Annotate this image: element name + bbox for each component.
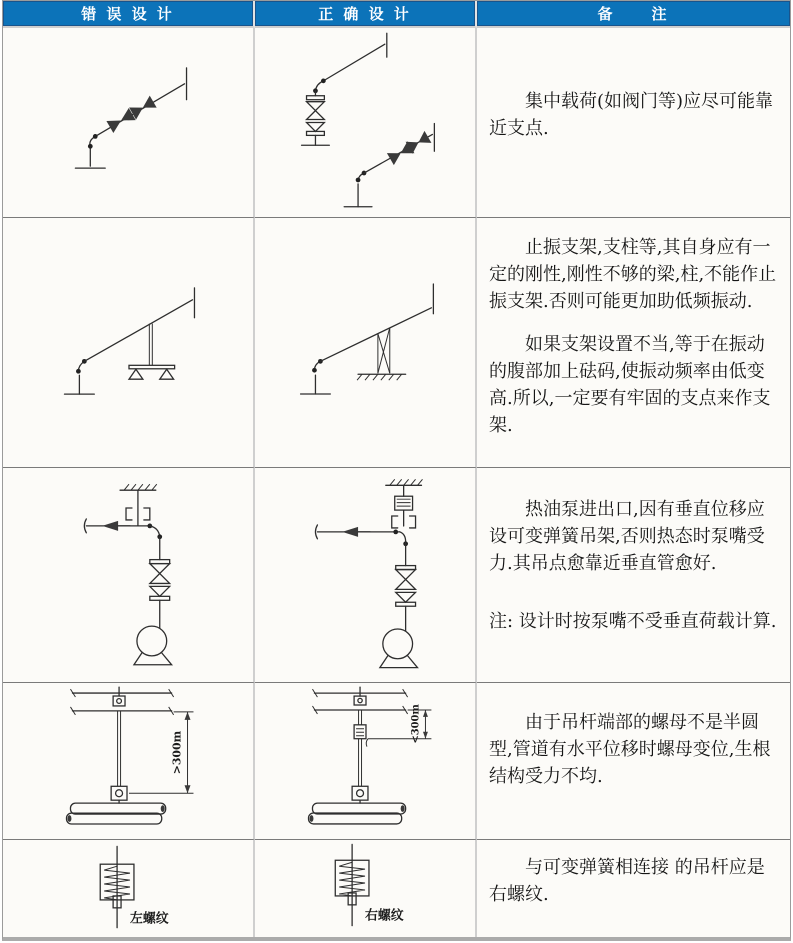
diagram-r3-correct (255, 468, 477, 683)
note-text: 如果支架设置不当,等于在振动的腹部加上砝码,使振动频率由低变高.所以,一定要有牢固的支点来作支架. (489, 334, 771, 437)
hanger-rod (111, 711, 127, 803)
dimension (129, 712, 193, 793)
note-text: 由于吊杆端部的螺母不是半圆型,管道有水平位移时螺母变位,生根结构受力不均. (489, 712, 771, 787)
valve-stack-icon (150, 560, 170, 628)
notes-r5 (477, 840, 790, 937)
notes-r1 (477, 28, 790, 218)
beam (70, 687, 173, 715)
note-text: 注: 设计时按泵嘴不受垂直荷载计算. (489, 610, 777, 632)
spring-hanger-icon (100, 846, 134, 927)
note-text: 集中载荷(如阀门等)应尽可能靠近支点. (489, 91, 774, 139)
pipe-clamp-icon (352, 786, 368, 800)
diagram-r3-wrong (3, 468, 255, 683)
valve-stack-icon (396, 566, 416, 631)
design-table (2, 0, 791, 941)
header-notes: 备 注 (477, 1, 790, 28)
hanger-rod (352, 710, 368, 803)
thread-label: 左螺纹 (129, 911, 169, 927)
pipe-clamp-icon (111, 786, 127, 800)
diagram-r4-wrong (3, 683, 255, 840)
diagram-r5-correct (255, 840, 477, 937)
flow-arrow-icon (102, 521, 118, 531)
flow-arrow-icon (342, 527, 358, 537)
pipe-cylinder (66, 803, 165, 824)
ceiling-anchor-icon (120, 484, 157, 490)
thread-label: 右螺纹 (365, 908, 404, 924)
header-wrong-design: 错 误 设 计 (3, 1, 255, 28)
ceiling-anchor-icon (386, 479, 423, 485)
notes-r3 (477, 468, 790, 683)
beam (312, 687, 407, 714)
valve-stack-icon (302, 96, 330, 146)
dimension-label: >300m (170, 730, 184, 775)
header-correct-design: 正 确 设 计 (255, 1, 477, 28)
note-text: 与可变弹簧相连接 的吊杆应是右螺纹. (489, 857, 765, 905)
pipe-line (344, 123, 434, 206)
pipe-line (315, 525, 408, 566)
turnbuckle-icon (354, 725, 366, 739)
pipe-line (313, 33, 387, 95)
note-text: 热油泵进出口,因有垂直位移应设可变弹簧吊架,否则热态时泵嘴受力.其吊点愈靠近垂直管愈好. (489, 499, 765, 574)
spring-hanger-icon (335, 844, 369, 925)
valve-icon (106, 108, 135, 133)
diagram-r1-correct (255, 28, 477, 218)
diagram-r2-correct (255, 218, 477, 468)
nut-icon (113, 696, 125, 706)
pipe-cylinder (309, 803, 406, 824)
diagram-r4-correct (255, 683, 477, 840)
diagram-r1-wrong (3, 28, 255, 218)
spring-hanger-icon (392, 485, 416, 528)
ground-anchor-icon (357, 374, 402, 380)
pipe-line (84, 519, 162, 560)
notes-r2 (477, 218, 790, 468)
nut-icon (354, 696, 366, 705)
pump-icon (134, 626, 172, 665)
rigid-hanger-icon (126, 490, 150, 526)
pump-icon (380, 629, 418, 668)
notes-r4 (477, 683, 790, 840)
diagram-r2-wrong (3, 218, 255, 468)
note-text: 止振支架,支柱等,其自身应有一定的刚性,刚性不够的梁,柱,不能作止振支架.否则可能更加助低频振动. (489, 237, 777, 312)
diagram-r5-wrong (3, 840, 255, 937)
dimension-label: <300m (410, 704, 422, 744)
braced-support-icon (357, 328, 406, 381)
